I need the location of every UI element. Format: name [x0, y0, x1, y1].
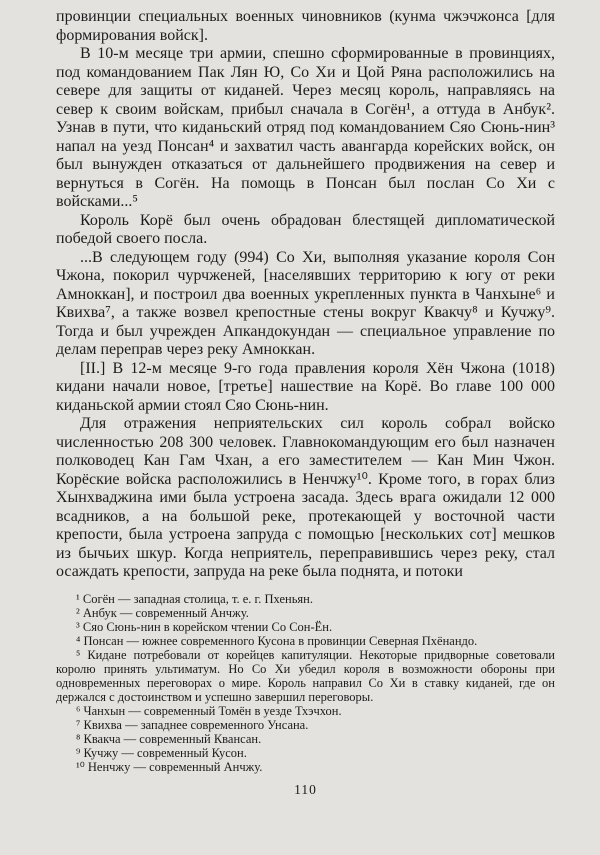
- footnote-1: ¹ Согён — западная столица, т. е. г. Пхеньян.: [76, 591, 313, 606]
- footnote-4: ⁴ Понсан — южнее современного Кусона в провинции Северная Пхёнандо.: [76, 633, 478, 648]
- paragraph-continuation: провинции специальных военных чиновников (кунма чжэчжонса [для формирования войск].: [56, 8, 555, 44]
- footnote-3: ³ Сяо Сюнь-нин в корейском чтении Со Сон-Ён.: [76, 619, 333, 634]
- paragraph-4: ...В следующем году (994) Со Хи, выполняя указание короля Сон Чжона, покорил чурчженей, [населявших территорию к югу от реки Амноккан], и построил два военных укрепленных пункта в Чанхыне⁶ и Квихва⁷, а также возвел крепостные стены вокруг Квакчу⁸ и Кучжу⁹. Тогда и был учрежден Апкандокундан — специальное управление по делам переправ через реку Амноккан.: [56, 248, 555, 358]
- footnote-6: ⁶ Чанхын — современный Томён в уезде Тхэчхон.: [76, 703, 342, 718]
- paragraph-5: [II.] В 12-м месяце 9-го года правления короля Хён Чжона (1018) кидани начали новое, [третье] нашествие на Корё. Во главе 100 000 киданьской армии стоял Сяо Сюнь-нин.: [56, 359, 555, 414]
- footnote-10: ¹⁰ Ненчжу — современный Анчжу.: [76, 759, 263, 774]
- paragraph-6: Для отражения неприятельских сил король собрал войско численностью 208 300 человек. Главнокомандующим его был назначен полководец Кан Гам Чхан, а его заместителем — Кан Мин Чжон. Корёские войска расположились в Ненчжу¹⁰. Кроме того, в горах близ Хынхваджина ими была устроена засада. Здесь врага ожидали 12 000 всадников, а на большой реке, протекающей у восточной части крепости, была устроена запруда с помощью [нескольких сот] мешков из бычьих шкур. Когда неприятель, переправившись через реку, стал осаждать крепости, запруда на реке была поднята, и потоки: [56, 415, 555, 580]
- footnote-7: ⁷ Квихва — западнее современного Унсана.: [76, 717, 309, 732]
- main-text-block: [56, 8, 555, 582]
- footnote-8: ⁸ Квакча — современный Квансан.: [76, 731, 262, 746]
- footnote-9: ⁹ Кучжу — современный Кусон.: [76, 745, 247, 760]
- paragraph-3: Король Корё был очень обрадован блестящей дипломатической победой своего посла.: [56, 211, 555, 247]
- footnote-5: ⁵ Кидане потребовали от корейцев капитуляции. Некоторые придворные советовали королю принять ультиматум. Но Со Хи убедил короля в возможности обороны при одновременных переговорах о мире. Король направил Со Хи в ставку киданей, где он держался с достоинством и успешно завершил переговоры.: [56, 647, 555, 704]
- page-number: 110: [294, 781, 317, 797]
- footnotes-block: [56, 592, 555, 774]
- footnote-2: ² Анбук — современный Анчжу.: [76, 605, 249, 620]
- paragraph-2: В 10-м месяце три армии, спешно сформированные в провинциях, под командованием Пак Лян Ю, Со Хи и Цой Ряна расположились на севере для защиты от киданей. Через месяц король, направляясь на север к своим войскам, прибыл сначала в Согён¹, а оттуда в Анбук². Узнав в пути, что киданьский отряд под командованием Сяо Сюнь-нин³ напал на уезд Понсан⁴ и захватил часть авангарда корейских войск, он был вынужден отказаться от дальнейшего продвижения на север и вернуться в Согён. На помощь в Понсан был послан Со Хи с войсками...⁵: [56, 45, 555, 210]
